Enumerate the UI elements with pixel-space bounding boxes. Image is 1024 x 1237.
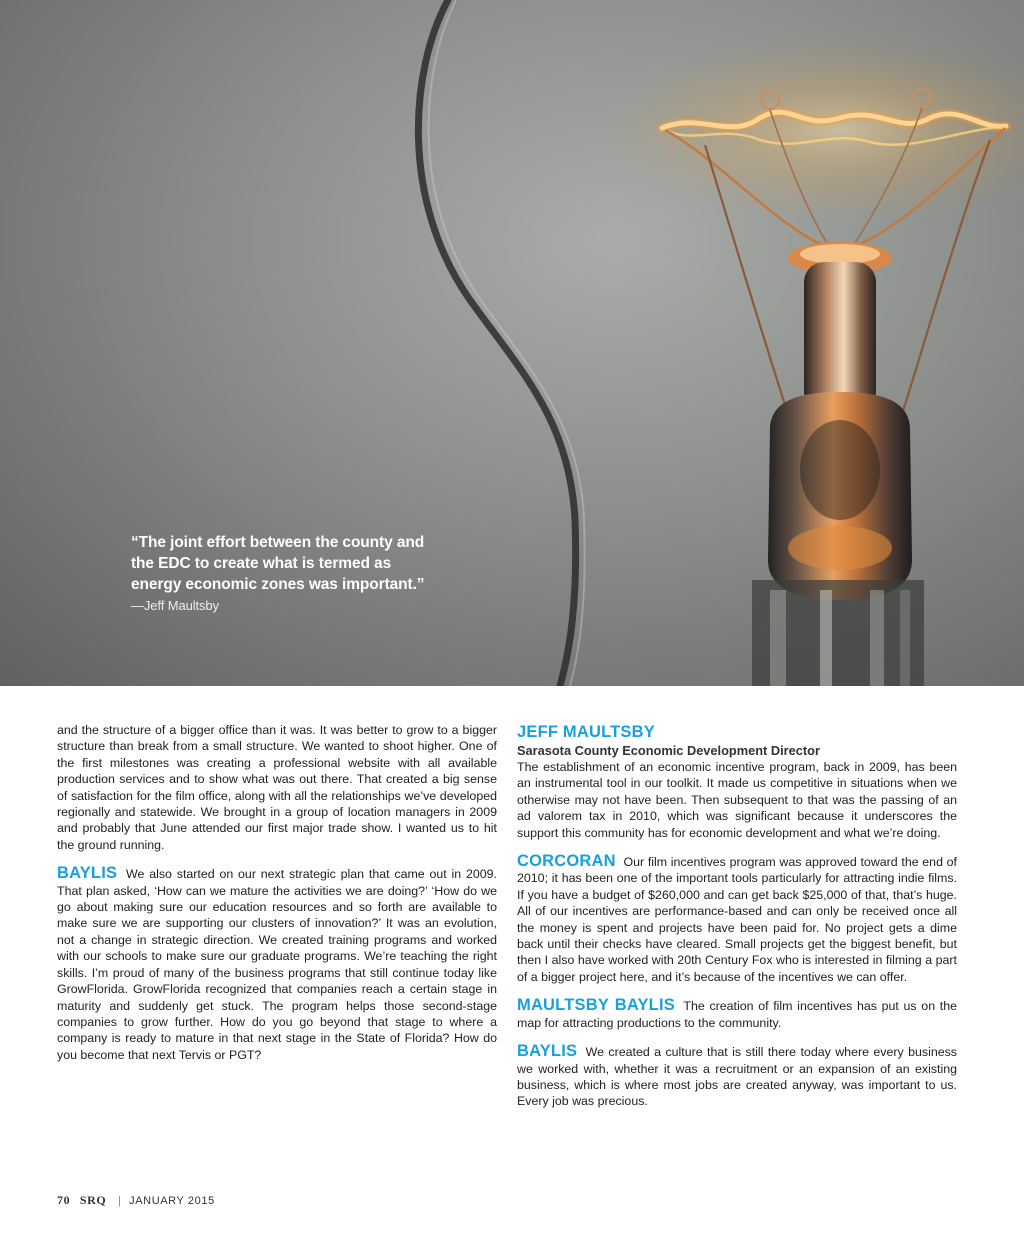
speaker-name: CORCORAN bbox=[517, 852, 616, 871]
intro-paragraph: and the structure of a bigger office than it was. It was better to grow to a bigger structure than break from a small structure. We wanted to shoot higher. One of the first milestones was creating a professional website with all available production services and to show what was out there. That created a big sense of satisfaction for the film office, along with all the relationships we’ve developed regionally and statewide. We brought in a group of location managers in 2009 and probably that June attended our first major trade show. I wanted us to hit the ground running. bbox=[57, 723, 497, 852]
maultsby-paragraph bbox=[517, 997, 957, 1031]
right-column bbox=[517, 722, 957, 1122]
issue-date: JANUARY 2015 bbox=[129, 1195, 215, 1207]
speaker-name: MAULTSBY BAYLIS bbox=[517, 996, 675, 1015]
left-column bbox=[57, 722, 497, 1075]
page-number: 70 bbox=[57, 1193, 71, 1207]
pull-quote-text: “The joint effort between the county and the EDC to create what is termed as energy economic zones was important.” bbox=[131, 534, 425, 593]
paragraph-text: We created a culture that is still there today where every business we worked with, whether it was a recruitment or an expansion of an existing business, which is where most jobs are created anyway, was important to us. Every job was precious. bbox=[517, 1045, 957, 1109]
profile-name: JEFF MAULTSBY bbox=[517, 723, 655, 741]
baylis-paragraph-1 bbox=[57, 865, 497, 1063]
paragraph-text: We also started on our next strategic plan that came out in 2009. That plan asked, ‘How can we mature the activities we are doing?’ ‘How do we go about making sure our education resources and so forth are available to make sure we are supporting our clusters of innovation?’ It was an evolution, not a change in strategic direction. We created training programs and worked with our schools to make sure our graduate programs. We’re teaching the right skills. I’m proud of many of the business programs that still continue today like GrowFlorida. GrowFlorida recognized that companies reach a certain stage in maturity and suddenly get stuck. The program helps those second-stage companies to grow further. How do you go beyond that stage to where a company is ready to mature in that next stage in the State of Florida? How do you become that next Tervis or PGT? bbox=[57, 867, 497, 1062]
profile-paragraph: The establishment of an economic incentive program, back in 2009, has been an instrumental tool in our toolkit. It made us competitive in situations when we otherwise may not have been. Then subsequent to that was the passing of an ad valorem tax in 2010, which was significant because it underscores the support this community has for economic development and what we’re doing. bbox=[517, 760, 957, 840]
pull-quote-attribution: —Jeff Maultsby bbox=[131, 598, 219, 613]
paragraph-text: The creation of film incentives has put us on the map for attracting productions to the community. bbox=[517, 999, 957, 1030]
footer-separator: | bbox=[118, 1195, 122, 1207]
magazine-name: SRQ bbox=[79, 1193, 107, 1207]
profile-title: Sarasota County Economic Development Director bbox=[517, 743, 820, 758]
page-footer bbox=[57, 1193, 215, 1208]
speaker-name: BAYLIS bbox=[57, 864, 118, 883]
corcoran-paragraph bbox=[517, 853, 957, 985]
baylis-paragraph-2 bbox=[517, 1043, 957, 1110]
pull-quote bbox=[131, 532, 431, 616]
paragraph-text: Our film incentives program was approved toward the end of 2010; it has been one of the important tools particularly for attracting indie films. If you have a budget of $260,000 and can get back $25,000 of that, that’s huge. All of our incentives are performance-based and can only be received once all the money is spent and projects have been paid for. No project gets a dime back until their checks have cleared. Small projects get the biggest benefit, but then I also have worked with 20th Century Fox who is interested in filming a part of a bigger project here, and it’s because of the incentives we can offer. bbox=[517, 855, 957, 984]
profile-block bbox=[517, 722, 957, 841]
speaker-name: BAYLIS bbox=[517, 1042, 578, 1061]
